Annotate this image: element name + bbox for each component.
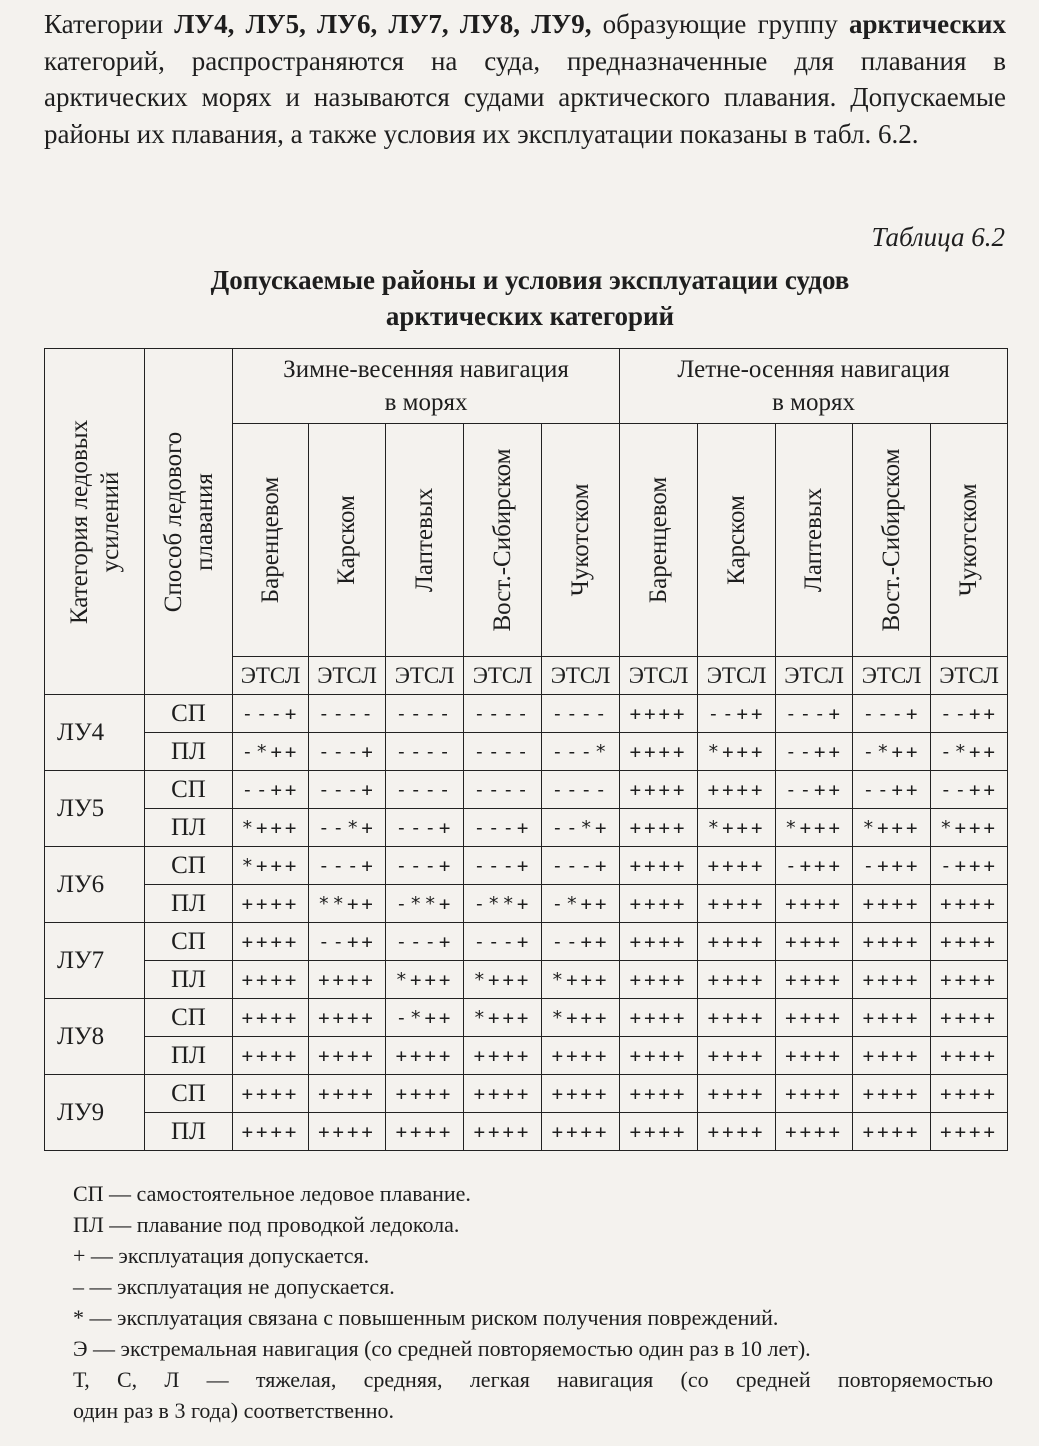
value-cell: ++++ bbox=[620, 1113, 698, 1151]
value-cell: *+++ bbox=[464, 961, 542, 999]
value-cell: ++++ bbox=[698, 961, 776, 999]
table-row bbox=[45, 1113, 1008, 1151]
category-cell: ЛУ5 bbox=[45, 771, 145, 847]
value-cell: ---+ bbox=[309, 847, 386, 885]
value-cell: ---- bbox=[386, 733, 464, 771]
table-row bbox=[45, 999, 1008, 1037]
mode-cell: ПЛ bbox=[145, 809, 233, 847]
value-cell: ++++ bbox=[542, 1113, 620, 1151]
value-cell: --++ bbox=[233, 771, 309, 809]
value-cell: --++ bbox=[542, 923, 620, 961]
areas-table bbox=[44, 348, 1008, 1151]
value-cell: ++++ bbox=[698, 999, 776, 1037]
header-etsl: ЭТСЛ bbox=[698, 657, 776, 695]
header-etsl: ЭТСЛ bbox=[620, 657, 698, 695]
value-cell: ++++ bbox=[620, 847, 698, 885]
value-cell: ---+ bbox=[464, 847, 542, 885]
header-etsl: ЭТСЛ bbox=[931, 657, 1008, 695]
value-cell: ---+ bbox=[853, 695, 931, 733]
header-sea: Карском bbox=[309, 424, 386, 657]
value-cell: *+++ bbox=[233, 847, 309, 885]
value-cell: --*+ bbox=[542, 809, 620, 847]
value-cell: ++++ bbox=[931, 885, 1008, 923]
intro-arctic: арктических bbox=[848, 9, 1006, 39]
category-cell: ЛУ7 bbox=[45, 923, 145, 999]
value-cell: -**+ bbox=[464, 885, 542, 923]
value-cell: *+++ bbox=[698, 733, 776, 771]
value-cell: --++ bbox=[698, 695, 776, 733]
note-e: Э — экстремальная навигация (со средней повторяемостью один раз в 10 лет). bbox=[73, 1336, 811, 1361]
value-cell: *+++ bbox=[233, 809, 309, 847]
header-etsl: ЭТСЛ bbox=[776, 657, 853, 695]
value-cell: ++++ bbox=[464, 1113, 542, 1151]
category-cell: ЛУ4 bbox=[45, 695, 145, 771]
mode-cell: ПЛ bbox=[145, 885, 233, 923]
category-cell: ЛУ9 bbox=[45, 1075, 145, 1151]
value-cell: ++++ bbox=[698, 923, 776, 961]
note-tsl-cont: один раз в 3 года) соответственно. bbox=[73, 1398, 395, 1423]
value-cell: ---+ bbox=[309, 771, 386, 809]
table-row bbox=[45, 809, 1008, 847]
value-cell: ++++ bbox=[698, 847, 776, 885]
value-cell: ++++ bbox=[776, 923, 853, 961]
value-cell: ---- bbox=[464, 695, 542, 733]
header-etsl: ЭТСЛ bbox=[853, 657, 931, 695]
mode-cell: ПЛ bbox=[145, 1113, 233, 1151]
mode-cell: СП bbox=[145, 695, 233, 733]
note-minus: – — эксплуатация не допускается. bbox=[73, 1274, 395, 1299]
note-tsl: Т, С, Л — тяжелая, средняя, легкая навигация (со средней повторяемостью bbox=[73, 1367, 993, 1392]
header-sea: Карском bbox=[698, 424, 776, 657]
value-cell: ++++ bbox=[386, 1075, 464, 1113]
mode-cell: ПЛ bbox=[145, 961, 233, 999]
value-cell: ++++ bbox=[620, 733, 698, 771]
table-row bbox=[45, 885, 1008, 923]
value-cell: ++++ bbox=[309, 1037, 386, 1075]
value-cell: ++++ bbox=[776, 1075, 853, 1113]
mode-cell: ПЛ bbox=[145, 1037, 233, 1075]
value-cell: --++ bbox=[776, 733, 853, 771]
value-cell: *+++ bbox=[542, 961, 620, 999]
header-sea: Чукотском bbox=[931, 424, 1008, 657]
note-pl: ПЛ — плавание под проводкой ледокола. bbox=[73, 1212, 460, 1237]
header-etsl: ЭТСЛ bbox=[309, 657, 386, 695]
mode-cell: СП bbox=[145, 1075, 233, 1113]
value-cell: ++++ bbox=[776, 961, 853, 999]
value-cell: ++++ bbox=[620, 1037, 698, 1075]
intro-text-2: образующие группу bbox=[591, 9, 849, 39]
table-row bbox=[45, 695, 1008, 733]
value-cell: ++++ bbox=[233, 1037, 309, 1075]
value-cell: ++++ bbox=[698, 885, 776, 923]
header-etsl: ЭТСЛ bbox=[233, 657, 309, 695]
value-cell: --++ bbox=[931, 695, 1008, 733]
value-cell: ++++ bbox=[233, 1075, 309, 1113]
value-cell: ++++ bbox=[698, 771, 776, 809]
value-cell: ++++ bbox=[853, 923, 931, 961]
value-cell: -*++ bbox=[853, 733, 931, 771]
value-cell: -**+ bbox=[386, 885, 464, 923]
value-cell: ++++ bbox=[931, 1075, 1008, 1113]
value-cell: ---+ bbox=[233, 695, 309, 733]
mode-cell: СП bbox=[145, 771, 233, 809]
value-cell: ---+ bbox=[309, 733, 386, 771]
intro-text-1: Категории bbox=[44, 9, 175, 39]
value-cell: ++++ bbox=[620, 999, 698, 1037]
value-cell: ---- bbox=[542, 695, 620, 733]
value-cell: ---- bbox=[386, 695, 464, 733]
value-cell: -+++ bbox=[931, 847, 1008, 885]
value-cell: ++++ bbox=[464, 1075, 542, 1113]
value-cell: ---+ bbox=[464, 809, 542, 847]
value-cell: ++++ bbox=[931, 1037, 1008, 1075]
header-category: Категория ледовых усилений bbox=[45, 349, 145, 695]
value-cell: *+++ bbox=[464, 999, 542, 1037]
value-cell: ++++ bbox=[620, 885, 698, 923]
value-cell: -+++ bbox=[853, 847, 931, 885]
value-cell: ++++ bbox=[853, 1075, 931, 1113]
category-cell: ЛУ6 bbox=[45, 847, 145, 923]
header-etsl: ЭТСЛ bbox=[464, 657, 542, 695]
value-cell: ---- bbox=[386, 771, 464, 809]
value-cell: *+++ bbox=[698, 809, 776, 847]
value-cell: ++++ bbox=[620, 1075, 698, 1113]
value-cell: ++++ bbox=[853, 1037, 931, 1075]
value-cell: ---- bbox=[309, 695, 386, 733]
note-plus: + — эксплуатация допускается. bbox=[73, 1243, 370, 1268]
value-cell: ++++ bbox=[776, 999, 853, 1037]
value-cell: ++++ bbox=[309, 1113, 386, 1151]
value-cell: ++++ bbox=[620, 961, 698, 999]
header-winter: Зимне-весенняя навигация в морях bbox=[233, 349, 620, 424]
table-row bbox=[45, 733, 1008, 771]
value-cell: *+++ bbox=[931, 809, 1008, 847]
value-cell: ---+ bbox=[386, 847, 464, 885]
value-cell: ++++ bbox=[931, 923, 1008, 961]
value-cell: ++++ bbox=[776, 1037, 853, 1075]
value-cell: ++++ bbox=[309, 999, 386, 1037]
table-label: Таблица 6.2 bbox=[871, 222, 1005, 252]
value-cell: ++++ bbox=[698, 1075, 776, 1113]
value-cell: ---+ bbox=[386, 809, 464, 847]
table-title bbox=[110, 262, 950, 334]
value-cell: ++++ bbox=[309, 961, 386, 999]
value-cell: ++++ bbox=[620, 695, 698, 733]
intro-paragraph bbox=[44, 6, 1006, 152]
value-cell: ++++ bbox=[309, 1075, 386, 1113]
value-cell: ++++ bbox=[853, 999, 931, 1037]
mode-cell: СП bbox=[145, 847, 233, 885]
mode-cell: СП bbox=[145, 999, 233, 1037]
value-cell: --++ bbox=[853, 771, 931, 809]
table-row bbox=[45, 771, 1008, 809]
intro-text-3: категорий, распространяются на суда, предназначенные для плавания в арктических морях и называются судами арктического плавания. Допускаемые районы их плавания, а также условия их эксплуатации показаны в табл. 6.2. bbox=[44, 45, 1006, 149]
value-cell: *+++ bbox=[542, 999, 620, 1037]
header-sea: Вост.-Сибирском bbox=[464, 424, 542, 657]
header-etsl: ЭТСЛ bbox=[386, 657, 464, 695]
mode-cell: ПЛ bbox=[145, 733, 233, 771]
header-sea: Чукотском bbox=[542, 424, 620, 657]
value-cell: ---- bbox=[464, 771, 542, 809]
value-cell: ++++ bbox=[464, 1037, 542, 1075]
value-cell: --*+ bbox=[309, 809, 386, 847]
table-row bbox=[45, 1075, 1008, 1113]
value-cell: ++++ bbox=[853, 885, 931, 923]
value-cell: ++++ bbox=[853, 1113, 931, 1151]
header-sea: Баренцевом bbox=[620, 424, 698, 657]
value-cell: ++++ bbox=[620, 923, 698, 961]
value-cell: ++++ bbox=[386, 1113, 464, 1151]
table-row bbox=[45, 847, 1008, 885]
intro-categories: ЛУ4, ЛУ5, ЛУ6, ЛУ7, ЛУ8, ЛУ9, bbox=[174, 9, 592, 39]
header-sea: Лаптевых bbox=[386, 424, 464, 657]
value-cell: ---+ bbox=[542, 847, 620, 885]
value-cell: ++++ bbox=[776, 1113, 853, 1151]
table-row bbox=[45, 1037, 1008, 1075]
value-cell: ++++ bbox=[233, 999, 309, 1037]
value-cell: *+++ bbox=[386, 961, 464, 999]
value-cell: --++ bbox=[776, 771, 853, 809]
header-sea: Баренцевом bbox=[233, 424, 309, 657]
header-mode: Способ ледового плавания bbox=[145, 349, 233, 695]
value-cell: ---* bbox=[542, 733, 620, 771]
value-cell: ---+ bbox=[386, 923, 464, 961]
value-cell: *+++ bbox=[776, 809, 853, 847]
mode-cell: СП bbox=[145, 923, 233, 961]
value-cell: ++++ bbox=[542, 1075, 620, 1113]
value-cell: ++++ bbox=[620, 771, 698, 809]
value-cell: -+++ bbox=[776, 847, 853, 885]
category-cell: ЛУ8 bbox=[45, 999, 145, 1075]
value-cell: ---- bbox=[542, 771, 620, 809]
value-cell: ---- bbox=[464, 733, 542, 771]
value-cell: **++ bbox=[309, 885, 386, 923]
table-row bbox=[45, 961, 1008, 999]
value-cell: ---+ bbox=[464, 923, 542, 961]
value-cell: ++++ bbox=[233, 885, 309, 923]
header-summer: Летне-осенняя навигация в морях bbox=[620, 349, 1008, 424]
value-cell: ++++ bbox=[233, 1113, 309, 1151]
note-sp: СП — самостоятельное ледовое плавание. bbox=[73, 1181, 471, 1206]
value-cell: ++++ bbox=[931, 1113, 1008, 1151]
value-cell: ++++ bbox=[233, 961, 309, 999]
value-cell: --++ bbox=[309, 923, 386, 961]
value-cell: ++++ bbox=[620, 809, 698, 847]
value-cell: ++++ bbox=[853, 961, 931, 999]
header-sea: Вост.-Сибирском bbox=[853, 424, 931, 657]
table-title-line-2: арктических категорий bbox=[385, 301, 675, 331]
value-cell: ++++ bbox=[386, 1037, 464, 1075]
header-etsl: ЭТСЛ bbox=[542, 657, 620, 695]
value-cell: ++++ bbox=[776, 885, 853, 923]
value-cell: ++++ bbox=[233, 923, 309, 961]
value-cell: ++++ bbox=[931, 999, 1008, 1037]
note-star: * — эксплуатация связана с повышенным риском получения повреждений. bbox=[73, 1305, 779, 1330]
value-cell: ++++ bbox=[542, 1037, 620, 1075]
value-cell: ++++ bbox=[698, 1113, 776, 1151]
value-cell: -*++ bbox=[386, 999, 464, 1037]
value-cell: ++++ bbox=[931, 961, 1008, 999]
table-row bbox=[45, 923, 1008, 961]
value-cell: -*++ bbox=[233, 733, 309, 771]
value-cell: ---+ bbox=[776, 695, 853, 733]
value-cell: -*++ bbox=[931, 733, 1008, 771]
value-cell: ++++ bbox=[698, 1037, 776, 1075]
value-cell: *+++ bbox=[853, 809, 931, 847]
value-cell: --++ bbox=[931, 771, 1008, 809]
value-cell: -*++ bbox=[542, 885, 620, 923]
header-sea: Лаптевых bbox=[776, 424, 853, 657]
notes bbox=[73, 1178, 993, 1426]
table-title-line-1: Допускаемые районы и условия эксплуатации судов bbox=[210, 265, 850, 295]
